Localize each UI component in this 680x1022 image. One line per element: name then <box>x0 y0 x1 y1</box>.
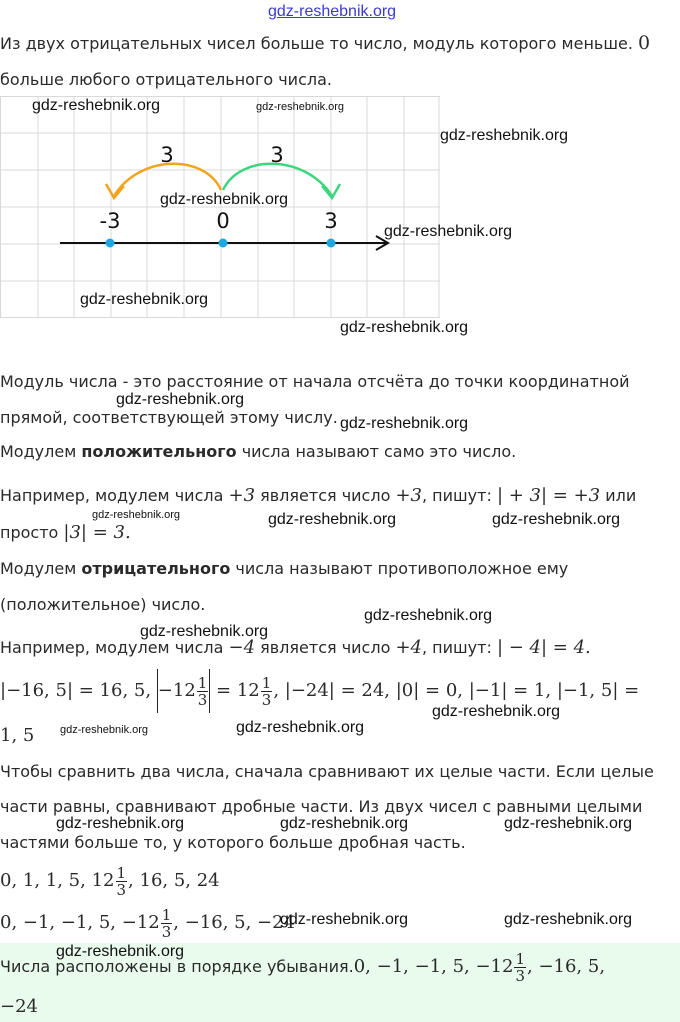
abs-frac-1-den: 3 <box>197 690 208 709</box>
example-positive-line-2 <box>0 523 131 543</box>
watermark: gdz-reshebnik.org <box>236 719 365 736</box>
watermark: gdz-reshebnik.org <box>384 223 513 240</box>
list-neg-pre: 0, −1, −1, 5, −12 <box>0 912 160 933</box>
positive-suffix: числа называют само это число. <box>236 442 517 461</box>
watermark: gdz-reshebnik.org <box>92 509 181 521</box>
abs-neg-whole: −12 <box>157 680 196 701</box>
watermark: gdz-reshebnik.org <box>32 97 161 114</box>
watermark: gdz-reshebnik.org <box>56 943 185 960</box>
ex-pos-m4: |3| = 3. <box>63 522 131 543</box>
list-pos-fraction <box>116 865 128 898</box>
zero-value: 0 <box>638 32 651 54</box>
point-label-3: 3 <box>324 209 338 233</box>
negative-prefix: Модулем <box>0 559 82 578</box>
abs-frac-1-num: 1 <box>197 673 208 692</box>
abs-frac-2-num: 1 <box>261 673 272 692</box>
abs-fraction-1 <box>197 675 209 708</box>
list-pos-num: 1 <box>116 863 127 882</box>
ex-neg-m2: +4 <box>395 637 422 658</box>
watermark: gdz-reshebnik.org <box>160 191 289 208</box>
abs-part-2: , |−24| = 24, |0| = 0, |−1| = 1, |−1, 5| = <box>273 680 640 701</box>
intro-text: Из двух отрицательных чисел больше то число, модуль которого меньше. <box>0 34 633 53</box>
point-label-minus-3: -3 <box>99 209 121 233</box>
watermark: gdz-reshebnik.org <box>504 815 633 832</box>
list-neg-num: 1 <box>161 905 172 924</box>
watermark: gdz-reshebnik.org <box>60 724 149 736</box>
ex-pos-d: или <box>600 486 637 505</box>
positive-bold: положительного <box>81 442 237 461</box>
answer-text: Числа расположены в порядке убывания. <box>0 957 354 976</box>
answer-fraction <box>514 951 526 984</box>
answer-pre: 0, −1, −1, 5, −12 <box>353 956 514 977</box>
point-0 <box>219 239 228 248</box>
positive-prefix: Модулем <box>0 442 82 461</box>
watermark: gdz-reshebnik.org <box>256 101 345 113</box>
watermark: gdz-reshebnik.org <box>280 911 409 928</box>
arc-left-label: 3 <box>160 143 174 167</box>
negative-bold: отрицательного <box>81 559 231 578</box>
abs-examples-continued: 1, 5 <box>0 725 35 746</box>
point-label-0: 0 <box>216 209 230 233</box>
example-negative <box>0 638 591 658</box>
definition-line-2: прямой, соответствующей этому числу. <box>0 408 338 427</box>
ex-pos-m2: +3 <box>395 485 422 506</box>
negative-suffix: числа называют противоположное ему <box>230 559 569 578</box>
list-pos-pre: 0, 1, 1, 5, 12 <box>0 870 115 891</box>
watermark: gdz-reshebnik.org <box>340 319 469 336</box>
list-pos-den: 3 <box>116 880 127 899</box>
watermark: gdz-reshebnik.org <box>268 511 397 528</box>
positive-rule <box>0 442 516 462</box>
answer-line-2: −24 <box>0 996 38 1017</box>
ex-neg-m3: | − 4| = 4. <box>496 637 591 658</box>
ex-pos-a: Например, модулем числа <box>0 486 229 505</box>
example-positive-line-1 <box>0 486 636 506</box>
ex-pos-m1: +3 <box>228 485 256 506</box>
ex-neg-b: является число <box>255 638 396 657</box>
ex-pos-e: просто <box>0 523 64 542</box>
ex-pos-b: является число <box>255 486 396 505</box>
ex-pos-m3: | + 3| = +3 <box>496 485 601 506</box>
watermark: gdz-reshebnik.org <box>116 391 245 408</box>
watermark: gdz-reshebnik.org <box>280 815 409 832</box>
site-link[interactable]: gdz-reshebnik.org <box>268 3 397 20</box>
list-neg-post: , −16, 5, −24 <box>173 912 296 933</box>
abs-fraction-2 <box>261 675 273 708</box>
watermark: gdz-reshebnik.org <box>340 415 469 432</box>
list-negative <box>0 900 295 946</box>
compare-line-3: частями больше то, у которого больше дробная часть. <box>0 833 466 852</box>
list-neg-den: 3 <box>161 922 172 941</box>
answer-den: 3 <box>515 967 525 985</box>
watermark: gdz-reshebnik.org <box>80 291 209 308</box>
watermark: gdz-reshebnik.org <box>364 607 493 624</box>
list-neg-fraction <box>161 907 173 940</box>
definition-line-1: Модуль числа - это расстояние от начала отсчёта до точки координатной <box>0 372 630 391</box>
compare-line-1: Чтобы сравнить два числа, сначала сравнивают их целые части. Если целые <box>0 762 654 781</box>
compare-line-2: части равны, сравнивают дробные части. Из двух чисел с равными целыми <box>0 797 643 816</box>
intro-line-1 <box>0 33 650 54</box>
abs-part-1: |−16, 5| = 16, 5, <box>0 680 157 701</box>
intro-line-2: больше любого отрицательного числа. <box>0 70 332 89</box>
watermark: gdz-reshebnik.org <box>492 511 621 528</box>
list-positive <box>0 858 220 904</box>
list-pos-post: , 16, 5, 24 <box>128 870 220 891</box>
ex-neg-m1: −4 <box>228 637 256 658</box>
negative-rule-line-1 <box>0 559 568 579</box>
answer-post: , −16, 5, <box>527 956 606 977</box>
ex-neg-a: Например, модулем числа <box>0 638 229 657</box>
answer-num: 1 <box>515 950 525 968</box>
abs-frac-2-den: 3 <box>261 690 272 709</box>
arc-right-label: 3 <box>270 143 284 167</box>
watermark: gdz-reshebnik.org <box>140 623 269 640</box>
watermark: gdz-reshebnik.org <box>56 815 185 832</box>
abs-eq: = 12 <box>210 680 260 701</box>
watermark: gdz-reshebnik.org <box>440 127 569 144</box>
ex-pos-c: , пишут: <box>422 486 497 505</box>
negative-rule-line-2: (положительное) число. <box>0 595 206 614</box>
point-minus-3 <box>106 239 115 248</box>
watermark: gdz-reshebnik.org <box>432 703 561 720</box>
point-3 <box>327 239 336 248</box>
watermark: gdz-reshebnik.org <box>504 911 633 928</box>
ex-neg-c: , пишут: <box>422 638 497 657</box>
